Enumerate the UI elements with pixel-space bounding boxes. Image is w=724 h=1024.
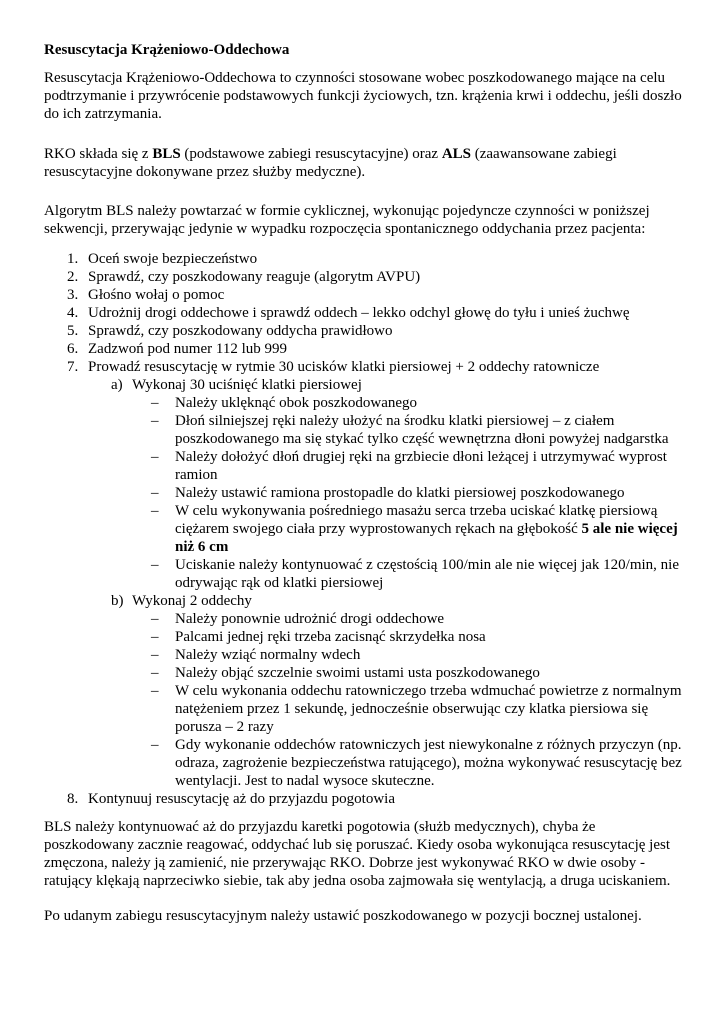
- dash-bullet: –: [151, 629, 159, 645]
- dash-bullet: –: [151, 557, 159, 573]
- als-term: ALS: [441, 146, 471, 162]
- step-text: Prowadź resuscytację w rytmie 30 ucisków klatki piersiowej + 2 oddechy ratownicze: [88, 359, 600, 375]
- list-item: [44, 322, 684, 340]
- list-item: [132, 628, 684, 646]
- step-text: Sprawdź, czy poszkodowany oddycha prawidłowo: [88, 323, 393, 339]
- list-item: [44, 340, 684, 358]
- rko-suffix: (zaawansowane zabiegi resuscytacyjne dokonywane przez służby medyczne).: [44, 146, 617, 180]
- list-item: [132, 394, 684, 412]
- step-text: Kontynuuj resuscytację aż do przyjazdu pogotowia: [88, 791, 395, 807]
- list-item: [44, 304, 684, 322]
- list-item: [132, 448, 684, 484]
- list-item: [132, 556, 684, 592]
- sub-text: Wykonaj 2 oddechy: [132, 593, 252, 609]
- item-text: Należy wziąć normalny wdech: [175, 647, 361, 663]
- list-item: [132, 610, 684, 628]
- sub-item-a: [88, 376, 684, 592]
- final-paragraph: Po udanym zabiegu resuscytacyjnym należy ustawić poszkodowanego w pozycji bocznej ustalonej.: [44, 908, 642, 924]
- dash-bullet: –: [151, 611, 159, 627]
- compressions-list: [132, 394, 684, 592]
- rko-paragraph: [44, 145, 684, 181]
- dash-bullet: –: [151, 449, 159, 465]
- item-text: Palcami jednej ręki trzeba zacisnąć skrzydełka nosa: [175, 629, 486, 645]
- intro-paragraph: Resuscytacja Krążeniowo-Oddechowa to czynności stosowane wobec poszkodowanego mające na celu podtrzymanie i przywrócenie podstawowych funkcji życiowych, tzn. krążenia krwi i oddechu, jeśli doszło do ich zatrzymania.: [44, 70, 682, 122]
- list-item: [44, 358, 684, 790]
- sub-label: a): [111, 377, 123, 393]
- list-item: [132, 484, 684, 502]
- list-item: [44, 268, 684, 286]
- step-number: 1.: [67, 251, 79, 267]
- algorithm-intro-paragraph: Algorytm BLS należy powtarzać w formie cyklicznej, wykonując pojedyncze czynności w poniższej sekwencji, przerywając jedynie w wypadku rozpoczęcia spontanicznego oddychania przez pacjenta:: [44, 203, 650, 237]
- list-item: [132, 736, 684, 790]
- step-text: Udrożnij drogi oddechowe i sprawdź oddech – lekko odchyl głowę do tyłu i unieś żuchwę: [88, 305, 630, 321]
- step-number: 4.: [67, 305, 79, 321]
- step-number: 2.: [67, 269, 79, 285]
- item-text: Należy objąć szczelnie swoimi ustami usta poszkodowanego: [175, 665, 540, 681]
- dash-bullet: –: [151, 737, 159, 753]
- list-item: [132, 664, 684, 682]
- list-item: [132, 502, 684, 556]
- step-7-sublist: [88, 376, 684, 790]
- step-number: 3.: [67, 287, 79, 303]
- list-item: [132, 412, 684, 448]
- list-item: [44, 250, 684, 268]
- item-text: Należy ponownie udrożnić drogi oddechowe: [175, 611, 445, 627]
- item-text: Należy dołożyć dłoń drugiej ręki na grzbiecie dłoni leżącej i utrzymywać wyprost ramion: [175, 449, 667, 483]
- rko-mid: (podstawowe zabiegi resuscytacyjne) oraz: [180, 146, 442, 162]
- step-text: Sprawdź, czy poszkodowany reaguje (algorytm AVPU): [88, 269, 421, 285]
- step-text: Głośno wołaj o pomoc: [88, 287, 225, 303]
- step-number: 5.: [67, 323, 79, 339]
- document-title: Resuscytacja Krążeniowo-Oddechowa: [44, 42, 290, 58]
- list-item: [44, 286, 684, 304]
- step-text: Oceń swoje bezpieczeństwo: [88, 251, 258, 267]
- closing-paragraph: BLS należy kontynuować aż do przyjazdu karetki pogotowia (służb medycznych), chyba że poszkodowany zacznie reagować, oddychać lub się poruszać. Kiedy osoba wykonująca resuscytację jest zmęczona, należy ją zamienić, nie przerywając RKO. Dobrze jest wykonywać RKO w dwie osoby - ratujący klękają naprzeciwko siebie, tak aby jedna osoba zajmowała się wentylacją, a druga uciskaniem.: [44, 819, 671, 889]
- step-text: Zadzwoń pod numer 112 lub 999: [88, 341, 287, 357]
- step-number: 6.: [67, 341, 79, 357]
- dash-bullet: –: [151, 683, 159, 699]
- breaths-list: [132, 610, 684, 790]
- dash-bullet: –: [151, 665, 159, 681]
- sub-text: Wykonaj 30 uciśnięć klatki piersiowej: [132, 377, 362, 393]
- dash-bullet: –: [151, 413, 159, 429]
- item-text: W celu wykonywania pośredniego masażu serca trzeba uciskać klatkę piersiową ciężarem swojego ciała przy wyprostowanych rękach na głębokość: [175, 503, 658, 537]
- dash-bullet: –: [151, 503, 159, 519]
- item-text: Dłoń silniejszej ręki należy ułożyć na środku klatki piersiowej – z ciałem poszkodowanego ma się stykać tylko część wewnętrzna dłoni powyżej nadgarstka: [175, 413, 669, 447]
- dash-bullet: –: [151, 485, 159, 501]
- sub-label: b): [111, 593, 124, 609]
- bls-term: BLS: [152, 146, 181, 162]
- dash-bullet: –: [151, 647, 159, 663]
- item-text: Należy uklęknąć obok poszkodowanego: [175, 395, 418, 411]
- step-number: 8.: [67, 791, 79, 807]
- list-item: [132, 646, 684, 664]
- rko-prefix: RKO składa się z: [44, 146, 153, 162]
- item-text: Gdy wykonanie oddechów ratowniczych jest niewykonalne z różnych przyczyn (np. odraza, zagrożenie bezpieczeństwa ratującego), można wykonywać resuscytację bez wentylacji. Jest to nadal wysoce skuteczne.: [175, 737, 682, 789]
- list-item: [44, 790, 684, 808]
- sub-item-b: [88, 592, 684, 790]
- item-text: W celu wykonania oddechu ratowniczego trzeba wdmuchać powietrze z normalnym natężeniem przez 1 sekundę, jednocześnie obserwując czy klatka piersiowa się porusza – 2 razy: [175, 683, 682, 735]
- item-text: Należy ustawić ramiona prostopadle do klatki piersiowej poszkodowanego: [175, 485, 625, 501]
- depth-value: 5 ale nie więcej niż 6 cm: [175, 521, 678, 555]
- item-text: Uciskanie należy kontynuować z częstością 100/min ale nie więcej jak 120/min, nie odrywając rąk od klatki piersiowej: [175, 557, 679, 591]
- list-item: [132, 682, 684, 736]
- dash-bullet: –: [151, 395, 159, 411]
- step-number: 7.: [67, 359, 79, 375]
- bls-steps-list: [44, 250, 684, 808]
